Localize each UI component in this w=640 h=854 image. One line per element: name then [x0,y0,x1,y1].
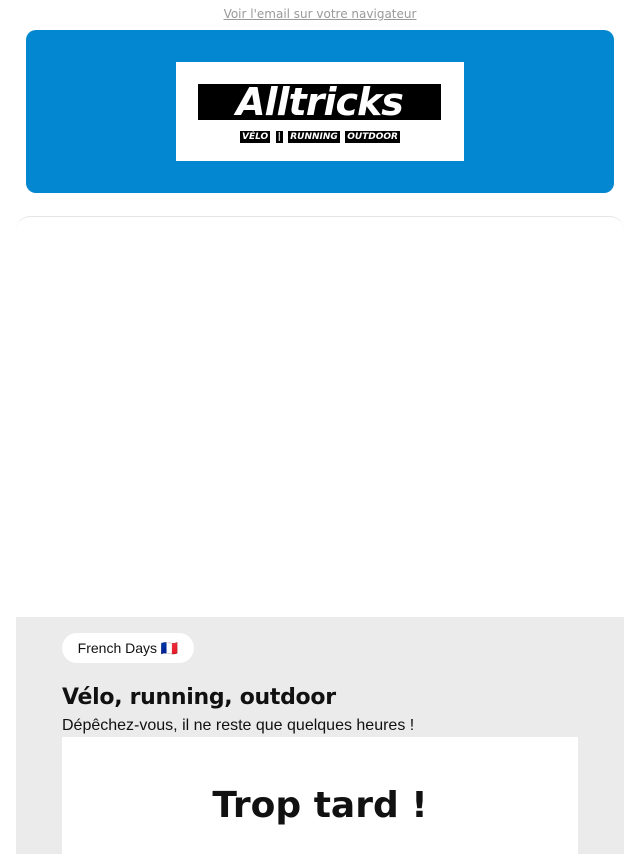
event-pill: French Days 🇫🇷 [62,633,194,663]
promo-subtitle: Dépêchez-vous, il ne reste que quelques heures ! [62,717,415,734]
logo-tag-velo: VÉLO [242,132,269,142]
logo-tag-running: RUNNING [290,132,338,142]
promo-title: Vélo, running, outdoor [62,685,336,710]
hero-image[interactable] [16,216,624,618]
countdown-card [62,737,578,854]
header-banner [26,30,614,193]
logo-tag-outdoor: OUTDOOR [347,132,398,142]
alltricks-logo[interactable] [176,62,464,161]
too-late-text: Trop tard ! [212,785,428,826]
logo-tag-separator: | [277,132,281,142]
view-in-browser-link[interactable]: Voir l'email sur votre navigateur [223,7,417,21]
promo-section [16,617,624,854]
logo-wordmark: Alltricks [198,84,441,120]
logo-tagline [240,131,400,143]
